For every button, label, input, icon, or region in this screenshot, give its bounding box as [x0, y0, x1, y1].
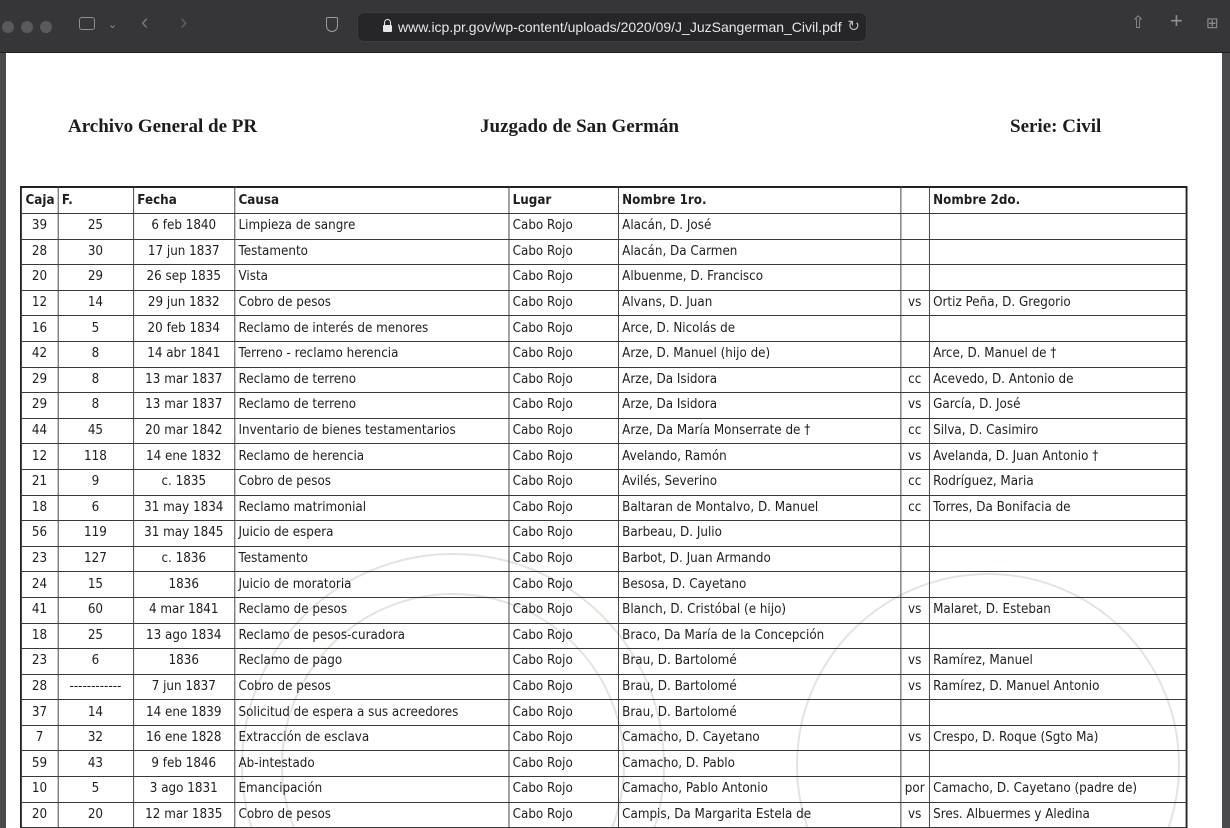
cell-rel: vs — [900, 290, 929, 316]
cell-caja: 29 — [21, 393, 58, 419]
cell-f: 14 — [58, 700, 133, 726]
cell-f: 127 — [58, 546, 133, 572]
table-row — [21, 239, 1187, 265]
cell-nombre1: Barbot, D. Juan Armando — [618, 546, 900, 572]
url-text[interactable]: www.icp.pr.gov/wp-content/uploads/2020/09/J_JuzSangerman_Civil.pdf — [398, 19, 842, 35]
cell-f: 25 — [58, 623, 133, 649]
cell-lugar: Cabo Rojo — [509, 214, 618, 240]
cell-f: 6 — [58, 649, 133, 675]
cell-rel — [900, 700, 929, 726]
cell-caja: 56 — [21, 521, 58, 547]
share-icon[interactable]: ⇧ — [1131, 13, 1146, 32]
cell-lugar: Cabo Rojo — [509, 649, 618, 675]
cell-nombre2 — [929, 316, 1187, 342]
cell-nombre1: Camacho, D. Cayetano — [618, 725, 900, 751]
cell-nombre2: Malaret, D. Esteban — [929, 597, 1187, 623]
cell-nombre1: Blanch, D. Cristóbal (e hijo) — [618, 597, 900, 623]
table-row — [21, 725, 1187, 751]
cell-rel — [900, 265, 929, 291]
table-header — [21, 187, 1187, 214]
cell-causa: Inventario de bienes testamentarios — [234, 418, 508, 444]
cell-nombre1: Camacho, Pablo Antonio — [618, 777, 900, 803]
table-row — [21, 623, 1187, 649]
cell-causa: Testamento — [234, 546, 508, 572]
cell-nombre2: Camacho, D. Cayetano (padre de) — [929, 777, 1187, 803]
cell-f: 9 — [58, 469, 133, 495]
cell-caja: 59 — [21, 751, 58, 777]
cell-caja: 10 — [21, 777, 58, 803]
cell-lugar: Cabo Rojo — [509, 623, 618, 649]
col-nombre1: Nombre 1ro. — [618, 187, 900, 214]
cell-rel: vs — [900, 725, 929, 751]
cell-fecha: 20 feb 1834 — [133, 316, 234, 342]
cell-causa: Extracción de esclava — [234, 725, 508, 751]
table-row — [21, 444, 1187, 470]
cell-causa: Cobro de pesos — [234, 290, 508, 316]
cell-lugar: Cabo Rojo — [509, 700, 618, 726]
cell-nombre1: Avelando, Ramón — [618, 444, 900, 470]
table-row — [21, 290, 1187, 316]
col-causa: Causa — [234, 187, 508, 214]
cell-nombre1: Brau, D. Bartolomé — [618, 649, 900, 675]
cell-rel — [900, 239, 929, 265]
cell-f: 32 — [58, 725, 133, 751]
table-row — [21, 521, 1187, 547]
col-caja: Caja — [21, 187, 58, 214]
cell-rel: cc — [900, 495, 929, 521]
table-row — [21, 572, 1187, 598]
cell-fecha: 26 sep 1835 — [133, 265, 234, 291]
cell-f: 8 — [58, 341, 133, 367]
cell-lugar: Cabo Rojo — [509, 316, 618, 342]
cell-nombre2: Ramírez, Manuel — [929, 649, 1187, 675]
cell-fecha: 17 jun 1837 — [133, 239, 234, 265]
cell-f: ------------ — [58, 674, 133, 700]
table-row — [21, 341, 1187, 367]
cell-nombre2: García, D. José — [929, 393, 1187, 419]
cell-fecha: 12 mar 1835 — [133, 802, 234, 828]
col-folio: F. — [58, 187, 133, 214]
cell-nombre2: Ortiz Peña, D. Gregorio — [929, 290, 1187, 316]
lock-icon — [383, 25, 392, 32]
cell-caja: 42 — [21, 341, 58, 367]
cell-causa: Reclamo de pago — [234, 649, 508, 675]
cell-f: 5 — [58, 316, 133, 342]
cell-fecha: 13 mar 1837 — [133, 367, 234, 393]
cell-caja: 28 — [21, 674, 58, 700]
cell-caja: 18 — [21, 623, 58, 649]
cell-f: 6 — [58, 495, 133, 521]
cell-causa: Cobro de pesos — [234, 469, 508, 495]
cell-fecha: c. 1835 — [133, 469, 234, 495]
cell-lugar: Cabo Rojo — [509, 469, 618, 495]
cell-f: 29 — [58, 265, 133, 291]
cell-caja: 23 — [21, 546, 58, 572]
cell-causa: Reclamo de terreno — [234, 393, 508, 419]
cell-rel: vs — [900, 444, 929, 470]
cell-nombre1: Campis, Da Margarita Estela de — [618, 802, 900, 828]
cell-fecha: 16 ene 1828 — [133, 725, 234, 751]
cell-f: 60 — [58, 597, 133, 623]
cell-causa: Solicitud de espera a sus acreedores — [234, 700, 508, 726]
cell-caja: 21 — [21, 469, 58, 495]
cell-rel — [900, 341, 929, 367]
cell-causa: Juicio de espera — [234, 521, 508, 547]
cell-f: 45 — [58, 418, 133, 444]
cell-causa: Vista — [234, 265, 508, 291]
cell-nombre2 — [929, 700, 1187, 726]
cell-lugar: Cabo Rojo — [509, 777, 618, 803]
cell-f: 14 — [58, 290, 133, 316]
cell-causa: Ab-intestado — [234, 751, 508, 777]
table-row — [21, 316, 1187, 342]
table-row — [21, 597, 1187, 623]
cell-caja: 12 — [21, 290, 58, 316]
cell-nombre2: Arce, D. Manuel de † — [929, 341, 1187, 367]
cell-caja: 20 — [21, 802, 58, 828]
cell-nombre1: Brau, D. Bartolomé — [618, 674, 900, 700]
cell-nombre1: Alacán, Da Carmen — [618, 239, 900, 265]
cell-lugar: Cabo Rojo — [509, 341, 618, 367]
table-row — [21, 495, 1187, 521]
cell-lugar: Cabo Rojo — [509, 290, 618, 316]
cell-fecha: 4 mar 1841 — [133, 597, 234, 623]
table-row — [21, 418, 1187, 444]
table-row — [21, 649, 1187, 675]
table-row — [21, 802, 1187, 828]
cell-lugar: Cabo Rojo — [509, 597, 618, 623]
cell-nombre2 — [929, 623, 1187, 649]
header-archive: Archivo General de PR — [68, 116, 258, 137]
cell-nombre2 — [929, 546, 1187, 572]
cell-fecha: 14 ene 1839 — [133, 700, 234, 726]
cell-rel: vs — [900, 802, 929, 828]
cell-nombre2 — [929, 265, 1187, 291]
reload-icon[interactable]: ↻ — [847, 18, 860, 35]
zoom-window-icon[interactable] — [40, 21, 52, 33]
cell-caja: 7 — [21, 725, 58, 751]
cell-causa: Reclamo de interés de menores — [234, 316, 508, 342]
cell-causa: Cobro de pesos — [234, 802, 508, 828]
table-row — [21, 777, 1187, 803]
cell-fecha: 13 mar 1837 — [133, 393, 234, 419]
col-nombre2: Nombre 2do. — [929, 187, 1187, 214]
cell-causa: Juicio de moratoria — [234, 572, 508, 598]
cell-nombre2: Rodríguez, Maria — [929, 469, 1187, 495]
cell-f: 119 — [58, 521, 133, 547]
cell-nombre1: Arce, D. Nicolás de — [618, 316, 900, 342]
cell-causa: Reclamo de pesos — [234, 597, 508, 623]
cell-causa: Reclamo de pesos-curadora — [234, 623, 508, 649]
cell-lugar: Cabo Rojo — [509, 367, 618, 393]
cell-rel — [900, 214, 929, 240]
cell-lugar: Cabo Rojo — [509, 265, 618, 291]
cell-rel — [900, 521, 929, 547]
cell-causa: Terreno - reclamo herencia — [234, 341, 508, 367]
pdf-page — [6, 53, 1222, 828]
cell-fecha: 31 may 1845 — [133, 521, 234, 547]
cell-lugar: Cabo Rojo — [509, 572, 618, 598]
table-row — [21, 674, 1187, 700]
back-icon[interactable]: ‹ — [141, 9, 149, 34]
cell-lugar: Cabo Rojo — [509, 418, 618, 444]
cell-fecha: 31 may 1834 — [133, 495, 234, 521]
table-row — [21, 393, 1187, 419]
sidebar-icon[interactable] — [79, 17, 95, 30]
cell-fecha: 29 jun 1832 — [133, 290, 234, 316]
cell-lugar: Cabo Rojo — [509, 495, 618, 521]
cell-rel — [900, 546, 929, 572]
cell-nombre1: Besosa, D. Cayetano — [618, 572, 900, 598]
table-body — [21, 214, 1187, 828]
cell-lugar: Cabo Rojo — [509, 444, 618, 470]
cell-nombre1: Alvans, D. Juan — [618, 290, 900, 316]
cell-nombre1: Arze, Da María Monserrate de † — [618, 418, 900, 444]
cell-nombre1: Avilés, Severino — [618, 469, 900, 495]
cell-lugar: Cabo Rojo — [509, 751, 618, 777]
cell-fecha: 14 ene 1832 — [133, 444, 234, 470]
cell-causa: Reclamo matrimonial — [234, 495, 508, 521]
cell-causa: Limpieza de sangre — [234, 214, 508, 240]
cell-lugar: Cabo Rojo — [509, 393, 618, 419]
cell-lugar: Cabo Rojo — [509, 239, 618, 265]
cell-nombre1: Arze, Da Isidora — [618, 393, 900, 419]
cell-caja: 18 — [21, 495, 58, 521]
cell-caja: 29 — [21, 367, 58, 393]
cell-lugar: Cabo Rojo — [509, 725, 618, 751]
cell-nombre1: Brau, D. Bartolomé — [618, 700, 900, 726]
cell-f: 25 — [58, 214, 133, 240]
header-series: Serie: Civil — [1010, 116, 1102, 137]
cell-caja: 28 — [21, 239, 58, 265]
cell-fecha: c. 1836 — [133, 546, 234, 572]
cell-nombre1: Albuenme, D. Francisco — [618, 265, 900, 291]
cell-nombre2: Avelanda, D. Juan Antonio † — [929, 444, 1187, 470]
chevron-down-icon[interactable]: ⌄ — [108, 19, 118, 31]
cell-nombre2: Silva, D. Casimiro — [929, 418, 1187, 444]
cell-fecha: 20 mar 1842 — [133, 418, 234, 444]
cell-nombre2 — [929, 214, 1187, 240]
cell-f: 43 — [58, 751, 133, 777]
cell-lugar: Cabo Rojo — [509, 802, 618, 828]
table-row — [21, 265, 1187, 291]
cell-rel: cc — [900, 418, 929, 444]
cell-fecha: 1836 — [133, 572, 234, 598]
cell-rel: vs — [900, 597, 929, 623]
cell-fecha: 7 jun 1837 — [133, 674, 234, 700]
cell-fecha: 13 ago 1834 — [133, 623, 234, 649]
cell-caja: 12 — [21, 444, 58, 470]
cell-rel: por — [900, 777, 929, 803]
cell-nombre1: Braco, Da María de la Concepción — [618, 623, 900, 649]
cell-fecha: 14 abr 1841 — [133, 341, 234, 367]
cell-caja: 37 — [21, 700, 58, 726]
shield-icon[interactable] — [326, 17, 338, 32]
cell-fecha: 3 ago 1831 — [133, 777, 234, 803]
cell-nombre1: Barbeau, D. Julio — [618, 521, 900, 547]
minimize-window-icon[interactable] — [21, 21, 33, 33]
cell-lugar: Cabo Rojo — [509, 521, 618, 547]
address-bar[interactable] — [357, 12, 867, 42]
cell-nombre1: Arze, Da Isidora — [618, 367, 900, 393]
cell-nombre2: Acevedo, D. Antonio de — [929, 367, 1187, 393]
cell-nombre1: Camacho, D. Pablo — [618, 751, 900, 777]
table-row — [21, 751, 1187, 777]
browser-toolbar — [0, 0, 1230, 53]
cell-causa: Cobro de pesos — [234, 674, 508, 700]
close-window-icon[interactable] — [2, 21, 14, 33]
cell-caja: 41 — [21, 597, 58, 623]
table-row — [21, 469, 1187, 495]
col-lugar: Lugar — [509, 187, 618, 214]
cell-caja: 16 — [21, 316, 58, 342]
tab-overview-icon[interactable]: ⊞ — [1206, 15, 1219, 32]
cell-caja: 20 — [21, 265, 58, 291]
cell-lugar: Cabo Rojo — [509, 674, 618, 700]
cell-f: 15 — [58, 572, 133, 598]
cell-rel: cc — [900, 367, 929, 393]
cell-rel — [900, 316, 929, 342]
cell-causa: Reclamo de terreno — [234, 367, 508, 393]
cell-nombre2: Torres, Da Bonifacia de — [929, 495, 1187, 521]
cell-causa: Testamento — [234, 239, 508, 265]
cell-fecha: 1836 — [133, 649, 234, 675]
cell-rel — [900, 572, 929, 598]
col-fecha: Fecha — [133, 187, 234, 214]
new-tab-icon[interactable]: + — [1170, 8, 1183, 33]
cell-nombre1: Arze, D. Manuel (hijo de) — [618, 341, 900, 367]
cell-nombre1: Baltaran de Montalvo, D. Manuel — [618, 495, 900, 521]
cell-caja: 44 — [21, 418, 58, 444]
table-row — [21, 700, 1187, 726]
cell-fecha: 6 feb 1840 — [133, 214, 234, 240]
cell-nombre1: Alacán, D. José — [618, 214, 900, 240]
cell-nombre2 — [929, 521, 1187, 547]
cell-rel: vs — [900, 649, 929, 675]
cell-rel — [900, 751, 929, 777]
cell-nombre2: Ramírez, D. Manuel Antonio — [929, 674, 1187, 700]
cell-f: 8 — [58, 393, 133, 419]
cell-rel: vs — [900, 393, 929, 419]
cell-nombre2 — [929, 572, 1187, 598]
cell-rel — [900, 623, 929, 649]
cell-f: 20 — [58, 802, 133, 828]
cell-f: 8 — [58, 367, 133, 393]
cell-caja: 39 — [21, 214, 58, 240]
forward-icon[interactable]: › — [180, 9, 188, 34]
cell-causa: Reclamo de herencia — [234, 444, 508, 470]
cell-lugar: Cabo Rojo — [509, 546, 618, 572]
cell-nombre2: Sres. Albuermes y Aledina — [929, 802, 1187, 828]
records-table — [20, 186, 1187, 828]
cell-f: 30 — [58, 239, 133, 265]
cell-f: 118 — [58, 444, 133, 470]
cell-fecha: 9 feb 1846 — [133, 751, 234, 777]
col-relacion — [900, 187, 929, 214]
cell-rel: vs — [900, 674, 929, 700]
cell-rel: cc — [900, 469, 929, 495]
cell-caja: 24 — [21, 572, 58, 598]
table-row — [21, 214, 1187, 240]
cell-causa: Emancipación — [234, 777, 508, 803]
cell-nombre2: Crespo, D. Roque (Sgto Ma) — [929, 725, 1187, 751]
cell-f: 5 — [58, 777, 133, 803]
table-row — [21, 367, 1187, 393]
cell-caja: 23 — [21, 649, 58, 675]
cell-nombre2 — [929, 239, 1187, 265]
table-row — [21, 546, 1187, 572]
header-court: Juzgado de San Germán — [480, 116, 679, 137]
cell-nombre2 — [929, 751, 1187, 777]
